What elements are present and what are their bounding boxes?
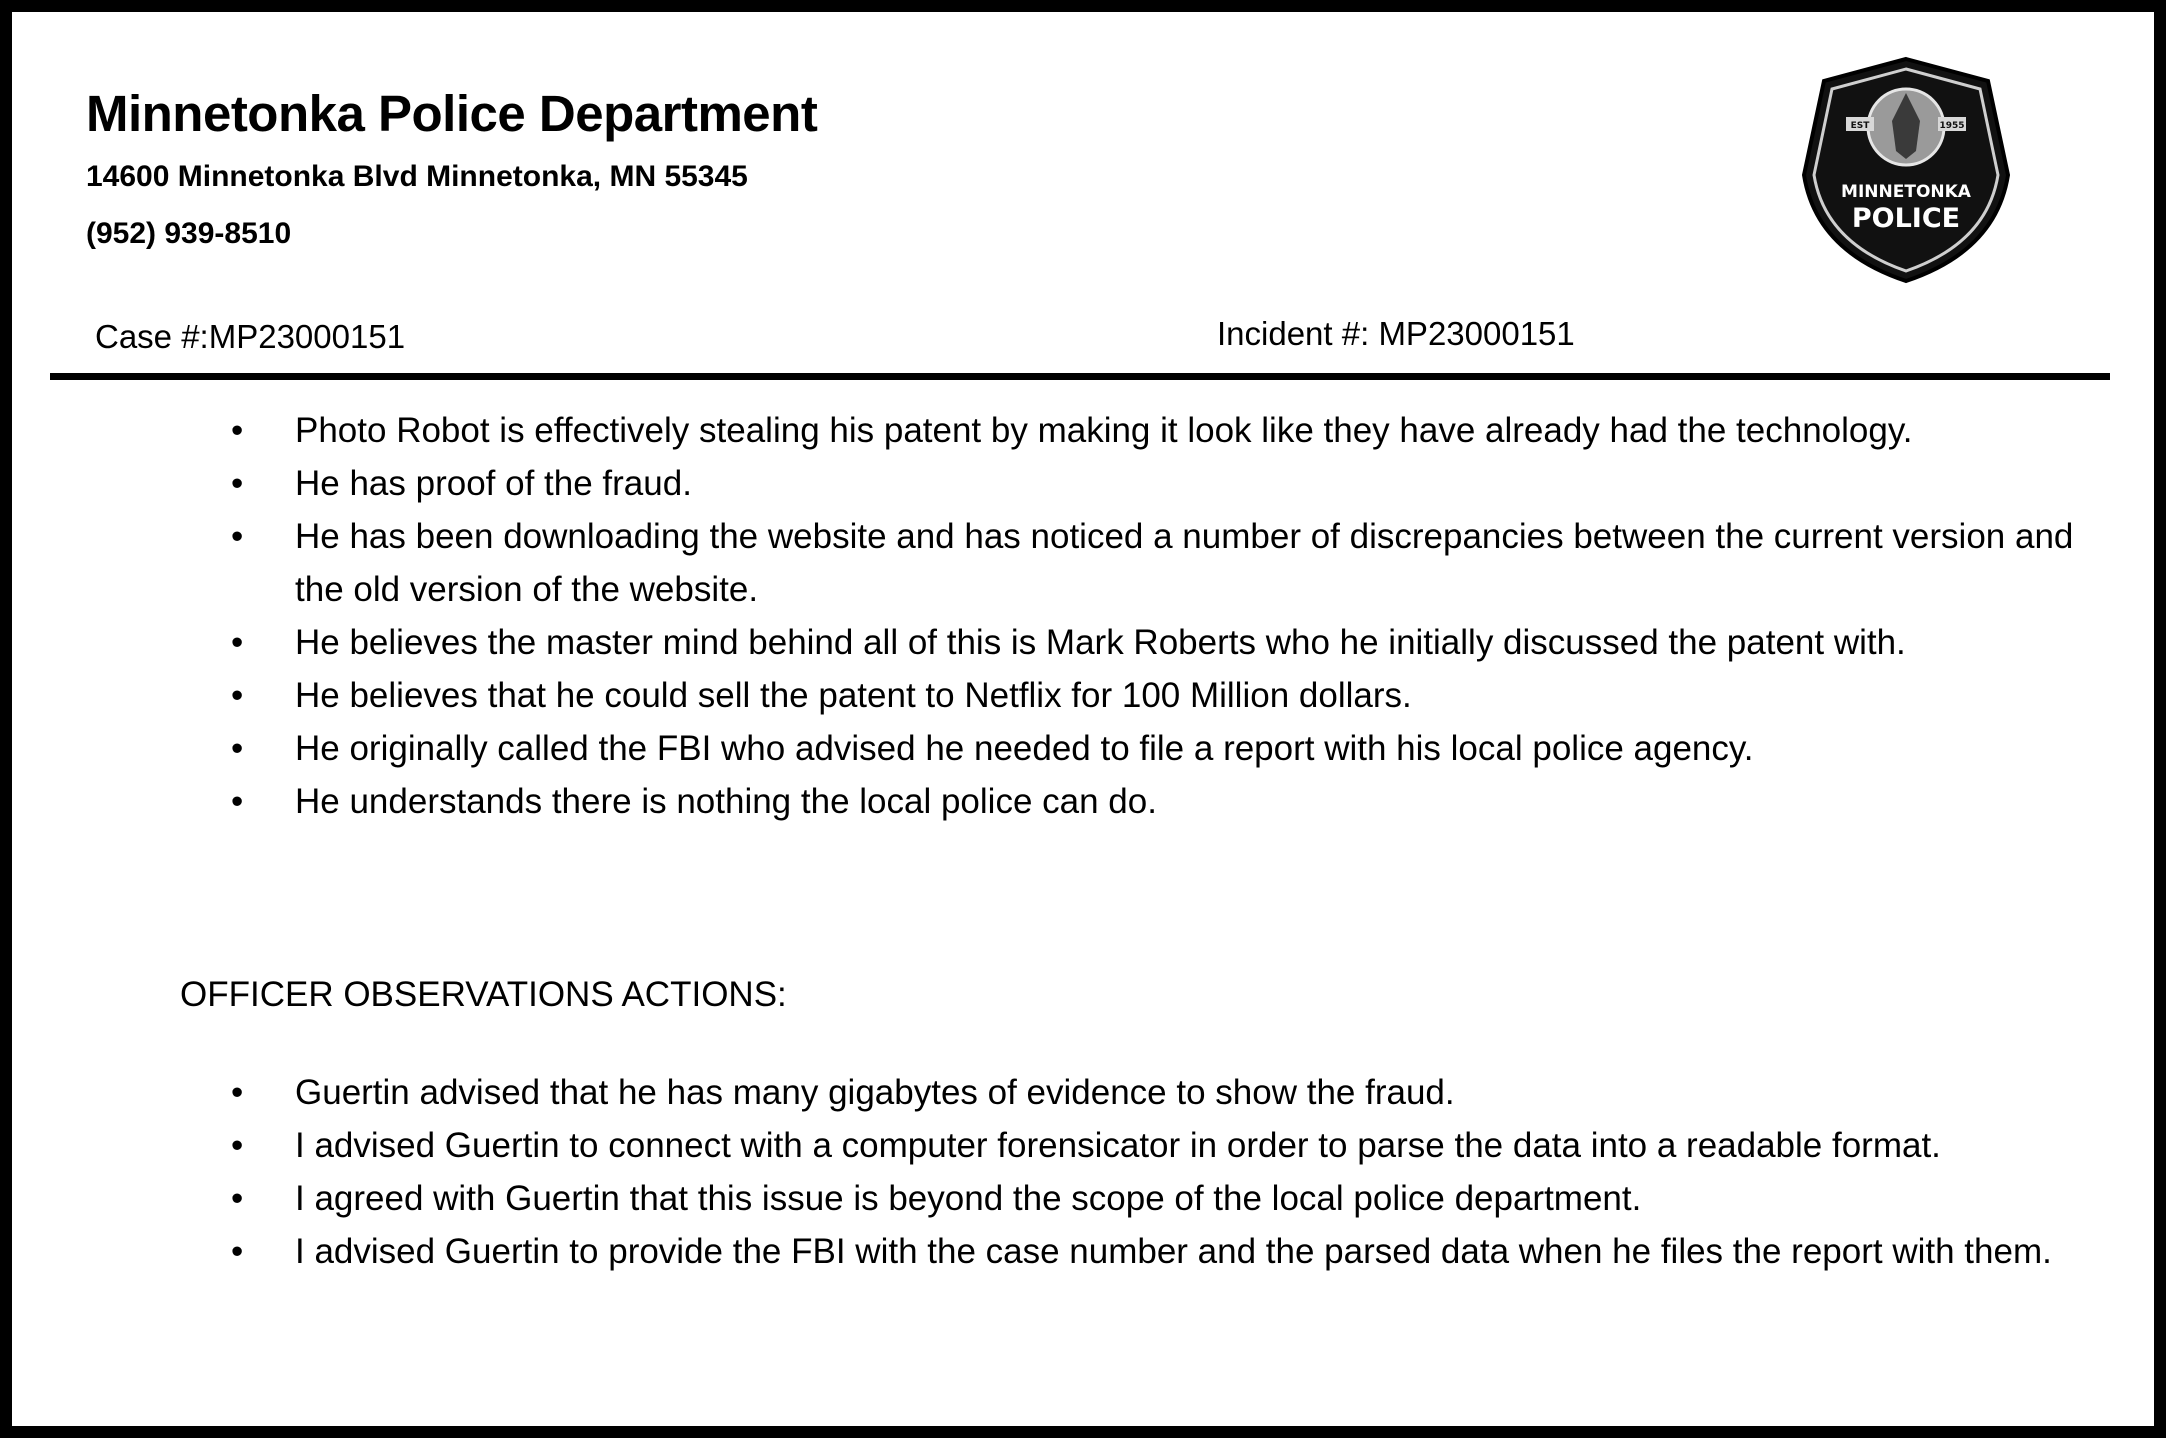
officer-actions-list bbox=[0, 1066, 2095, 1278]
list-item bbox=[0, 775, 2095, 828]
bullet-icon: • bbox=[231, 464, 244, 503]
list-item bbox=[0, 1172, 2095, 1225]
bullet-icon: • bbox=[231, 1126, 244, 1165]
bullet-icon: • bbox=[231, 782, 244, 821]
badge-right-tab: 1955 bbox=[1939, 121, 1965, 131]
bullet-icon: • bbox=[231, 1179, 244, 1218]
department-title: Minnetonka Police Department bbox=[86, 85, 818, 142]
bullet-icon: • bbox=[231, 623, 244, 662]
bullet-icon: • bbox=[231, 1232, 244, 1271]
badge-left-tab: EST bbox=[1850, 121, 1870, 131]
list-item-text: He believes that he could sell the patent to Netflix for 100 Million dollars. bbox=[295, 676, 1412, 715]
list-item-text: Photo Robot is effectively stealing his patent by making it look like they have already had the technology. bbox=[295, 411, 1913, 450]
police-badge-logo bbox=[1800, 55, 2012, 285]
list-item-text: He believes the master mind behind all of this is Mark Roberts who he initially discussed the patent with. bbox=[295, 623, 1906, 662]
complaint-list bbox=[0, 404, 2095, 828]
bullet-icon: • bbox=[231, 411, 244, 450]
list-item-text: He has proof of the fraud. bbox=[295, 464, 692, 503]
list-item-text: He originally called the FBI who advised he needed to file a report with his local police agency. bbox=[295, 729, 1754, 768]
list-item bbox=[0, 404, 2095, 457]
bullet-icon: • bbox=[231, 1073, 244, 1112]
list-item-text: I agreed with Guertin that this issue is beyond the scope of the local police department. bbox=[295, 1179, 1642, 1218]
case-number: Case #:MP23000151 bbox=[95, 318, 406, 355]
incident-number: Incident #: MP23000151 bbox=[1217, 315, 1575, 352]
list-item bbox=[0, 1119, 2095, 1172]
department-phone: (952) 939-8510 bbox=[86, 217, 292, 250]
bullet-icon: • bbox=[231, 729, 244, 768]
list-item-text: Guertin advised that he has many gigabytes of evidence to show the fraud. bbox=[295, 1073, 1455, 1112]
bullet-icon: • bbox=[231, 517, 244, 556]
list-item-text: I advised Guertin to provide the FBI with the case number and the parsed data when he files the report with them. bbox=[295, 1232, 2052, 1271]
department-address: 14600 Minnetonka Blvd Minnetonka, MN 55345 bbox=[86, 160, 748, 193]
list-item-text: He understands there is nothing the local police can do. bbox=[295, 782, 1157, 821]
list-item bbox=[0, 1066, 2095, 1119]
list-item bbox=[0, 1225, 2095, 1278]
list-item bbox=[0, 616, 2095, 669]
header-divider bbox=[50, 373, 2110, 380]
list-item-text: He has been downloading the website and has noticed a number of discrepancies between the current version and the old version of the website. bbox=[295, 517, 2074, 609]
list-item-text: I advised Guertin to connect with a computer forensicator in order to parse the data into a readable format. bbox=[295, 1126, 1941, 1165]
officer-observations-heading: OFFICER OBSERVATIONS ACTIONS: bbox=[180, 975, 787, 1014]
bullet-icon: • bbox=[231, 676, 244, 715]
list-item bbox=[0, 669, 2095, 722]
badge-top-text: MINNETONKA bbox=[1841, 182, 1971, 202]
list-item bbox=[0, 457, 2095, 510]
list-item bbox=[0, 510, 2095, 616]
list-item bbox=[0, 722, 2095, 775]
badge-bottom-text: POLICE bbox=[1851, 203, 1961, 234]
